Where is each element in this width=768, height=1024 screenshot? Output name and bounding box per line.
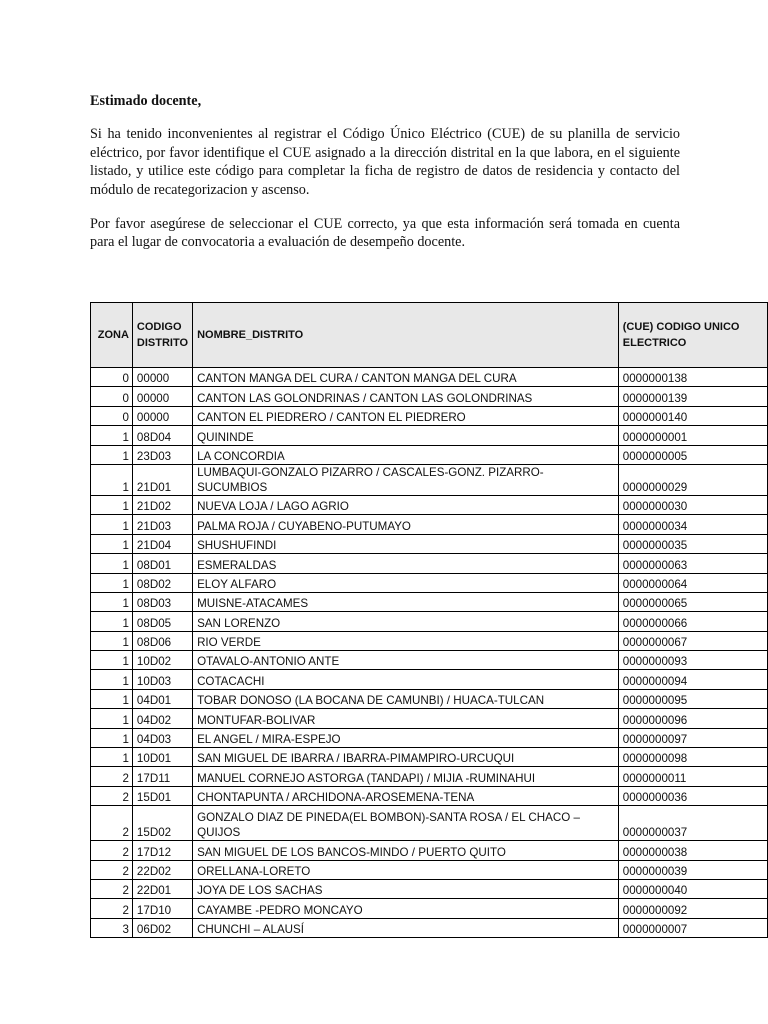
cell-codigo-distrito: 21D03 xyxy=(132,515,192,534)
cell-zona: 1 xyxy=(91,495,133,514)
cell-cue: 0000000094 xyxy=(618,670,767,689)
table-row xyxy=(91,573,768,592)
cell-cue: 0000000065 xyxy=(618,592,767,611)
cell-cue: 0000000037 xyxy=(618,806,767,841)
cell-zona: 2 xyxy=(91,879,133,898)
cell-nombre-distrito: OTAVALO-ANTONIO ANTE xyxy=(193,651,619,670)
header-nombre-distrito: NOMBRE_DISTRITO xyxy=(193,303,619,368)
cell-cue: 0000000034 xyxy=(618,515,767,534)
table-body xyxy=(91,368,768,938)
cell-nombre-distrito: GONZALO DIAZ DE PINEDA(EL BOMBON)-SANTA ROSA / EL CHACO – QUIJOS xyxy=(193,806,619,841)
table-row xyxy=(91,406,768,425)
table-row xyxy=(91,495,768,514)
cell-codigo-distrito: 08D05 xyxy=(132,612,192,631)
table-row xyxy=(91,879,768,898)
cell-zona: 1 xyxy=(91,709,133,728)
table-row xyxy=(91,806,768,841)
table-row xyxy=(91,592,768,611)
table-row xyxy=(91,651,768,670)
cell-nombre-distrito: CANTON EL PIEDRERO / CANTON EL PIEDRERO xyxy=(193,406,619,425)
cell-nombre-distrito: SAN MIGUEL DE LOS BANCOS-MINDO / PUERTO QUITO xyxy=(193,841,619,860)
cell-nombre-distrito: LUMBAQUI-GONZALO PIZARRO / CASCALES-GONZ. PIZARRO-SUCUMBIOS xyxy=(193,464,619,495)
cell-zona: 1 xyxy=(91,534,133,553)
cell-zona: 1 xyxy=(91,445,133,464)
cell-zona: 0 xyxy=(91,368,133,387)
cell-zona: 0 xyxy=(91,387,133,406)
cell-codigo-distrito: 23D03 xyxy=(132,445,192,464)
table-row xyxy=(91,445,768,464)
cell-cue: 0000000029 xyxy=(618,464,767,495)
cell-codigo-distrito: 04D03 xyxy=(132,728,192,747)
cell-zona: 1 xyxy=(91,592,133,611)
cell-codigo-distrito: 17D11 xyxy=(132,767,192,786)
cell-nombre-distrito: LA CONCORDIA xyxy=(193,445,619,464)
cell-zona: 1 xyxy=(91,748,133,767)
cell-cue: 0000000138 xyxy=(618,368,767,387)
cell-cue: 0000000038 xyxy=(618,841,767,860)
cell-zona: 2 xyxy=(91,860,133,879)
table-row xyxy=(91,899,768,918)
table-row xyxy=(91,918,768,937)
table-row xyxy=(91,426,768,445)
cell-nombre-distrito: NUEVA LOJA / LAGO AGRIO xyxy=(193,495,619,514)
cell-zona: 1 xyxy=(91,554,133,573)
cell-cue: 0000000064 xyxy=(618,573,767,592)
table-row xyxy=(91,554,768,573)
cell-codigo-distrito: 22D01 xyxy=(132,879,192,898)
cell-codigo-distrito: 00000 xyxy=(132,368,192,387)
cell-nombre-distrito: MUISNE-ATACAMES xyxy=(193,592,619,611)
cell-cue: 0000000040 xyxy=(618,879,767,898)
table-row xyxy=(91,728,768,747)
cell-nombre-distrito: SHUSHUFINDI xyxy=(193,534,619,553)
cell-zona: 2 xyxy=(91,806,133,841)
cell-codigo-distrito: 00000 xyxy=(132,406,192,425)
cell-codigo-distrito: 00000 xyxy=(132,387,192,406)
cell-cue: 0000000005 xyxy=(618,445,767,464)
cue-table xyxy=(90,302,768,938)
cell-nombre-distrito: TOBAR DONOSO (LA BOCANA DE CAMUNBI) / HUACA-TULCAN xyxy=(193,689,619,708)
cell-nombre-distrito: CANTON LAS GOLONDRINAS / CANTON LAS GOLONDRINAS xyxy=(193,387,619,406)
cell-nombre-distrito: ORELLANA-LORETO xyxy=(193,860,619,879)
cell-codigo-distrito: 04D01 xyxy=(132,689,192,708)
table-row xyxy=(91,515,768,534)
cell-zona: 2 xyxy=(91,841,133,860)
cell-zona: 1 xyxy=(91,689,133,708)
cell-cue: 0000000092 xyxy=(618,899,767,918)
cell-codigo-distrito: 15D02 xyxy=(132,806,192,841)
cell-cue: 0000000097 xyxy=(618,728,767,747)
cell-codigo-distrito: 17D10 xyxy=(132,899,192,918)
cell-cue: 0000000095 xyxy=(618,689,767,708)
cell-cue: 0000000035 xyxy=(618,534,767,553)
table-row xyxy=(91,689,768,708)
cell-nombre-distrito: SAN LORENZO xyxy=(193,612,619,631)
cell-codigo-distrito: 15D01 xyxy=(132,786,192,805)
header-cue: (CUE) CODIGO UNICO ELECTRICO xyxy=(618,303,767,368)
cell-zona: 1 xyxy=(91,426,133,445)
cell-nombre-distrito: RIO VERDE xyxy=(193,631,619,650)
cell-zona: 2 xyxy=(91,786,133,805)
cell-codigo-distrito: 08D06 xyxy=(132,631,192,650)
cell-codigo-distrito: 17D12 xyxy=(132,841,192,860)
cell-nombre-distrito: CHONTAPUNTA / ARCHIDONA-AROSEMENA-TENA xyxy=(193,786,619,805)
table-row xyxy=(91,387,768,406)
cell-zona: 0 xyxy=(91,406,133,425)
table-row xyxy=(91,534,768,553)
cell-cue: 0000000067 xyxy=(618,631,767,650)
cell-zona: 1 xyxy=(91,612,133,631)
cell-codigo-distrito: 08D02 xyxy=(132,573,192,592)
cell-cue: 0000000139 xyxy=(618,387,767,406)
cell-zona: 1 xyxy=(91,728,133,747)
cell-codigo-distrito: 06D02 xyxy=(132,918,192,937)
table-row xyxy=(91,786,768,805)
cell-nombre-distrito: PALMA ROJA / CUYABENO-PUTUMAYO xyxy=(193,515,619,534)
cell-cue: 0000000030 xyxy=(618,495,767,514)
cell-codigo-distrito: 22D02 xyxy=(132,860,192,879)
table-row xyxy=(91,860,768,879)
cell-codigo-distrito: 21D02 xyxy=(132,495,192,514)
cell-nombre-distrito: EL ANGEL / MIRA-ESPEJO xyxy=(193,728,619,747)
header-zona: ZONA xyxy=(91,303,133,368)
cell-nombre-distrito: MONTUFAR-BOLIVAR xyxy=(193,709,619,728)
cell-zona: 3 xyxy=(91,918,133,937)
cell-zona: 1 xyxy=(91,515,133,534)
cell-cue: 0000000001 xyxy=(618,426,767,445)
cell-zona: 2 xyxy=(91,767,133,786)
cell-cue: 0000000096 xyxy=(618,709,767,728)
cell-zona: 1 xyxy=(91,651,133,670)
cell-nombre-distrito: ESMERALDAS xyxy=(193,554,619,573)
cell-codigo-distrito: 08D04 xyxy=(132,426,192,445)
paragraph-instructions: Si ha tenido inconvenientes al registrar el Código Único Eléctrico (CUE) de su planilla de servicio eléctrico, por favor identifique el CUE asignado a la dirección distrital en la que labora, en el siguiente listado, y utilice este código para completar la ficha de registro de datos de residencia y contacto del módulo de recategorizacion y ascenso. xyxy=(90,126,680,198)
cell-nombre-distrito: JOYA DE LOS SACHAS xyxy=(193,879,619,898)
table-row xyxy=(91,709,768,728)
cell-nombre-distrito: QUININDE xyxy=(193,426,619,445)
cell-zona: 1 xyxy=(91,631,133,650)
cell-nombre-distrito: CAYAMBE -PEDRO MONCAYO xyxy=(193,899,619,918)
cell-codigo-distrito: 21D04 xyxy=(132,534,192,553)
table-row xyxy=(91,748,768,767)
table-row xyxy=(91,841,768,860)
table-row xyxy=(91,612,768,631)
table-header-row xyxy=(91,303,768,368)
header-codigo-distrito: CODIGO DISTRITO xyxy=(132,303,192,368)
table-row xyxy=(91,670,768,689)
cell-cue: 0000000039 xyxy=(618,860,767,879)
table-row xyxy=(91,631,768,650)
cell-codigo-distrito: 10D01 xyxy=(132,748,192,767)
cell-codigo-distrito: 10D02 xyxy=(132,651,192,670)
cell-cue: 0000000036 xyxy=(618,786,767,805)
cell-cue: 0000000011 xyxy=(618,767,767,786)
cell-nombre-distrito: SAN MIGUEL DE IBARRA / IBARRA-PIMAMPIRO-URCUQUI xyxy=(193,748,619,767)
cell-zona: 1 xyxy=(91,670,133,689)
cell-codigo-distrito: 21D01 xyxy=(132,464,192,495)
paragraph-warning: Por favor asegúrese de seleccionar el CUE correcto, ya que esta información será tomada en cuenta para el lugar de convocatoria a evaluación de desempeño docente. xyxy=(90,216,680,251)
cell-nombre-distrito: CHUNCHI – ALAUSÍ xyxy=(193,918,619,937)
table-row xyxy=(91,368,768,387)
cell-nombre-distrito: COTACACHI xyxy=(193,670,619,689)
cue-table-container xyxy=(90,302,768,938)
cell-codigo-distrito: 04D02 xyxy=(132,709,192,728)
greeting: Estimado docente, xyxy=(90,93,202,109)
cell-nombre-distrito: CANTON MANGA DEL CURA / CANTON MANGA DEL CURA xyxy=(193,368,619,387)
cell-nombre-distrito: MANUEL CORNEJO ASTORGA (TANDAPI) / MIJIA -RUMINAHUI xyxy=(193,767,619,786)
cell-cue: 0000000093 xyxy=(618,651,767,670)
cell-cue: 0000000063 xyxy=(618,554,767,573)
cell-codigo-distrito: 10D03 xyxy=(132,670,192,689)
cell-codigo-distrito: 08D03 xyxy=(132,592,192,611)
cell-codigo-distrito: 08D01 xyxy=(132,554,192,573)
letter-body xyxy=(90,92,680,268)
cell-zona: 1 xyxy=(91,464,133,495)
cell-cue: 0000000066 xyxy=(618,612,767,631)
cell-cue: 0000000140 xyxy=(618,406,767,425)
cell-cue: 0000000007 xyxy=(618,918,767,937)
cell-zona: 1 xyxy=(91,573,133,592)
table-row xyxy=(91,767,768,786)
table-row xyxy=(91,464,768,495)
cell-zona: 2 xyxy=(91,899,133,918)
cell-cue: 0000000098 xyxy=(618,748,767,767)
cell-nombre-distrito: ELOY ALFARO xyxy=(193,573,619,592)
